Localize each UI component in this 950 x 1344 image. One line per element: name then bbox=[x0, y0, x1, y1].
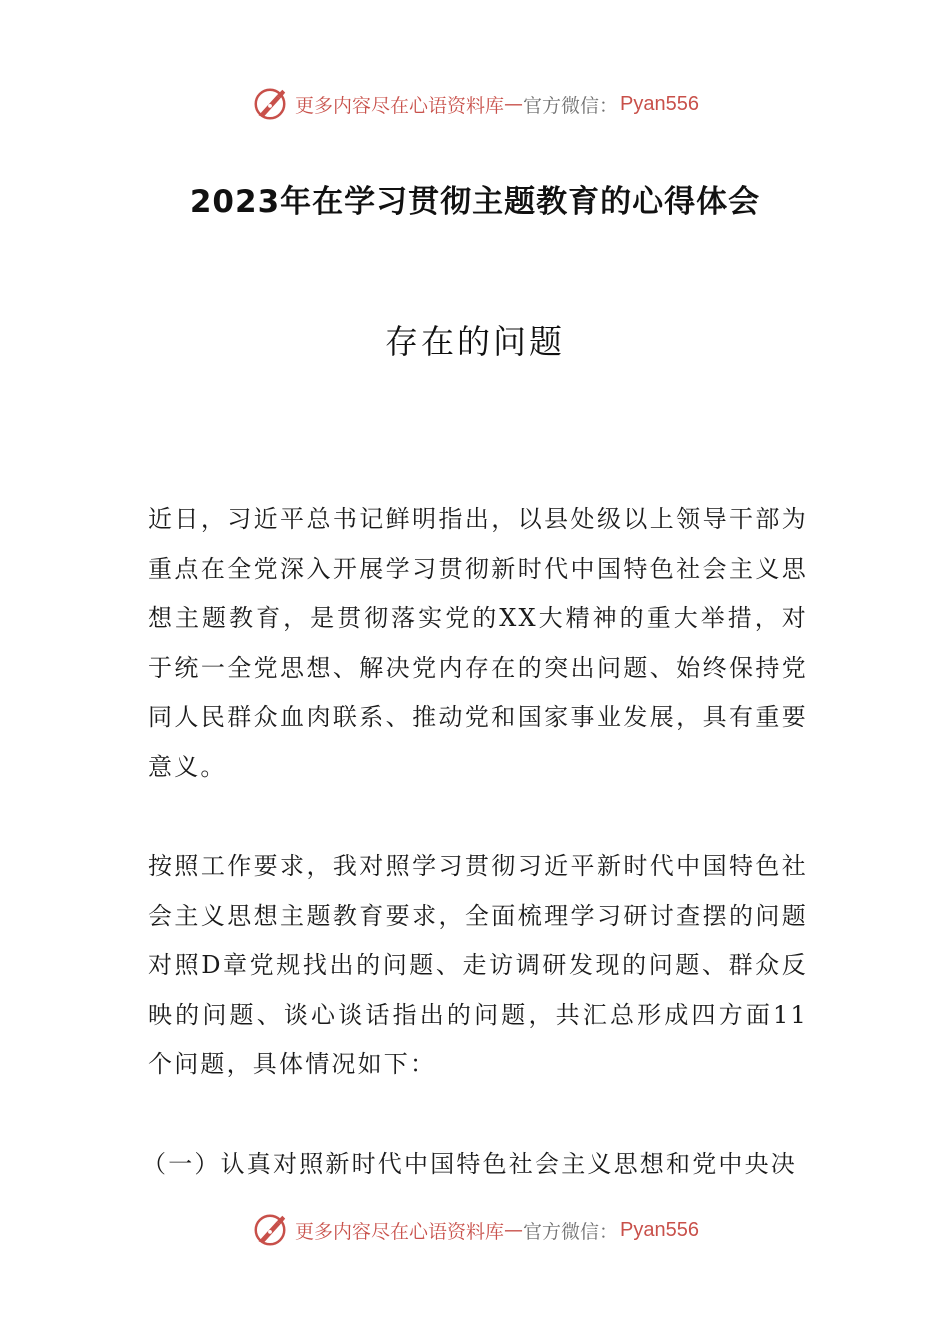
header-watermark bbox=[0, 84, 950, 124]
footer-watermark bbox=[0, 1210, 950, 1250]
pen-nib-circle-icon bbox=[251, 1211, 289, 1249]
document-subtitle: 存在的问题 bbox=[385, 322, 565, 361]
document-title: 2023年在学习贯彻主题教育的心得体会 bbox=[189, 184, 761, 220]
watermark-wechat-id: Pyan556 bbox=[620, 92, 699, 115]
watermark-dash: — bbox=[504, 93, 524, 115]
watermark-text: 更多内容尽在心语资料库 bbox=[295, 1220, 505, 1243]
paragraph-intro: 近日，习近平总书记鲜明指出，以县处级以上领导干部为重点在全党深入开展学习贯彻新时代中国特色社会主义思想主题教育，是贯彻落实党的XX大精神的重大举措，对于统一全党思想、解决党内存在的突出问题、始终保持党同人民群众血肉联系、推动党和国家事业发展，具有重要意义。 bbox=[148, 505, 808, 781]
pen-nib-circle-icon bbox=[251, 85, 289, 123]
watermark-text: 更多内容尽在心语资料库 bbox=[295, 94, 505, 117]
paragraph-requirements: 按照工作要求，我对照学习贯彻习近平新时代中国特色社会主义思想主题教育要求，全面梳理学习研讨查摆的问题对照D章党规找出的问题、走访调研发现的问题、群众反映的问题、谈心谈话指出的问题，共汇总形成四方面11个问题，具体情况如下： bbox=[148, 852, 808, 1078]
watermark-wechat-label: 官方微信： bbox=[523, 94, 619, 117]
watermark-wechat-label: 官方微信： bbox=[523, 1220, 619, 1243]
watermark-wechat-id: Pyan556 bbox=[620, 1218, 699, 1241]
watermark-dash: — bbox=[504, 1219, 524, 1241]
paragraph-section-one: （一）认真对照新时代中国特色社会主义思想和党中央决 bbox=[142, 1150, 797, 1178]
